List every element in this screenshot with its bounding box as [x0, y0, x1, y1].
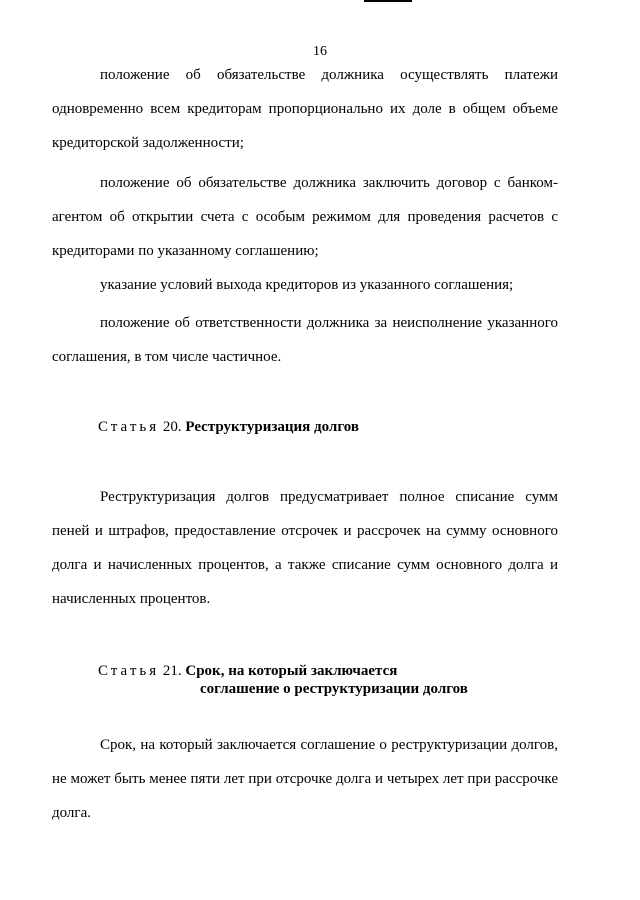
article-20-body: Реструктуризация долгов предусматривает полное списание сумм пеней и штрафов, предоставление отсрочек и рассрочек на сумму основного долга и начисленных процентов, а также списание сумм основного долга и начисленных процентов. [52, 489, 558, 607]
paragraph-debtor-liability: положение об ответственности должника за неисполнение указанного соглашения, в том числе частичное. [52, 315, 558, 365]
paragraph-creditor-exit-conditions: указание условий выхода кредиторов из указанного соглашения; [100, 277, 514, 293]
article-20-heading [98, 418, 359, 436]
page-number: 16 [313, 44, 327, 59]
article-20-number: 20. [162, 419, 182, 435]
article-21-title-line2: соглашение о реструктуризации долгов [200, 681, 468, 697]
article-21-prefix: Статья [98, 663, 160, 679]
article-21-body: Срок, на который заключается соглашение о реструктуризации долгов, не может быть менее пяти лет при отсрочке долга и четырех лет при рассрочке долга. [52, 737, 558, 821]
article-21-number: 21. [162, 663, 182, 679]
article-20-prefix: Статья [98, 419, 160, 435]
article-20-title: Реструктуризация долгов [185, 419, 359, 435]
article-21-title-line1: Срок, на который заключается [185, 663, 398, 679]
top-rule [364, 0, 412, 2]
paragraph-debtor-payments: положение об обязательстве должника осуществлять платежи одновременно всем кредиторам пропорционально их доле в общем объеме кредиторской задолженности; [52, 67, 558, 151]
paragraph-bank-agent-contract: положение об обязательстве должника заключить договор с банком-агентом об открытии счета с особым режимом для проведения расчетов с кредиторами по указанному соглашению; [52, 175, 558, 259]
article-21-heading [98, 662, 397, 680]
